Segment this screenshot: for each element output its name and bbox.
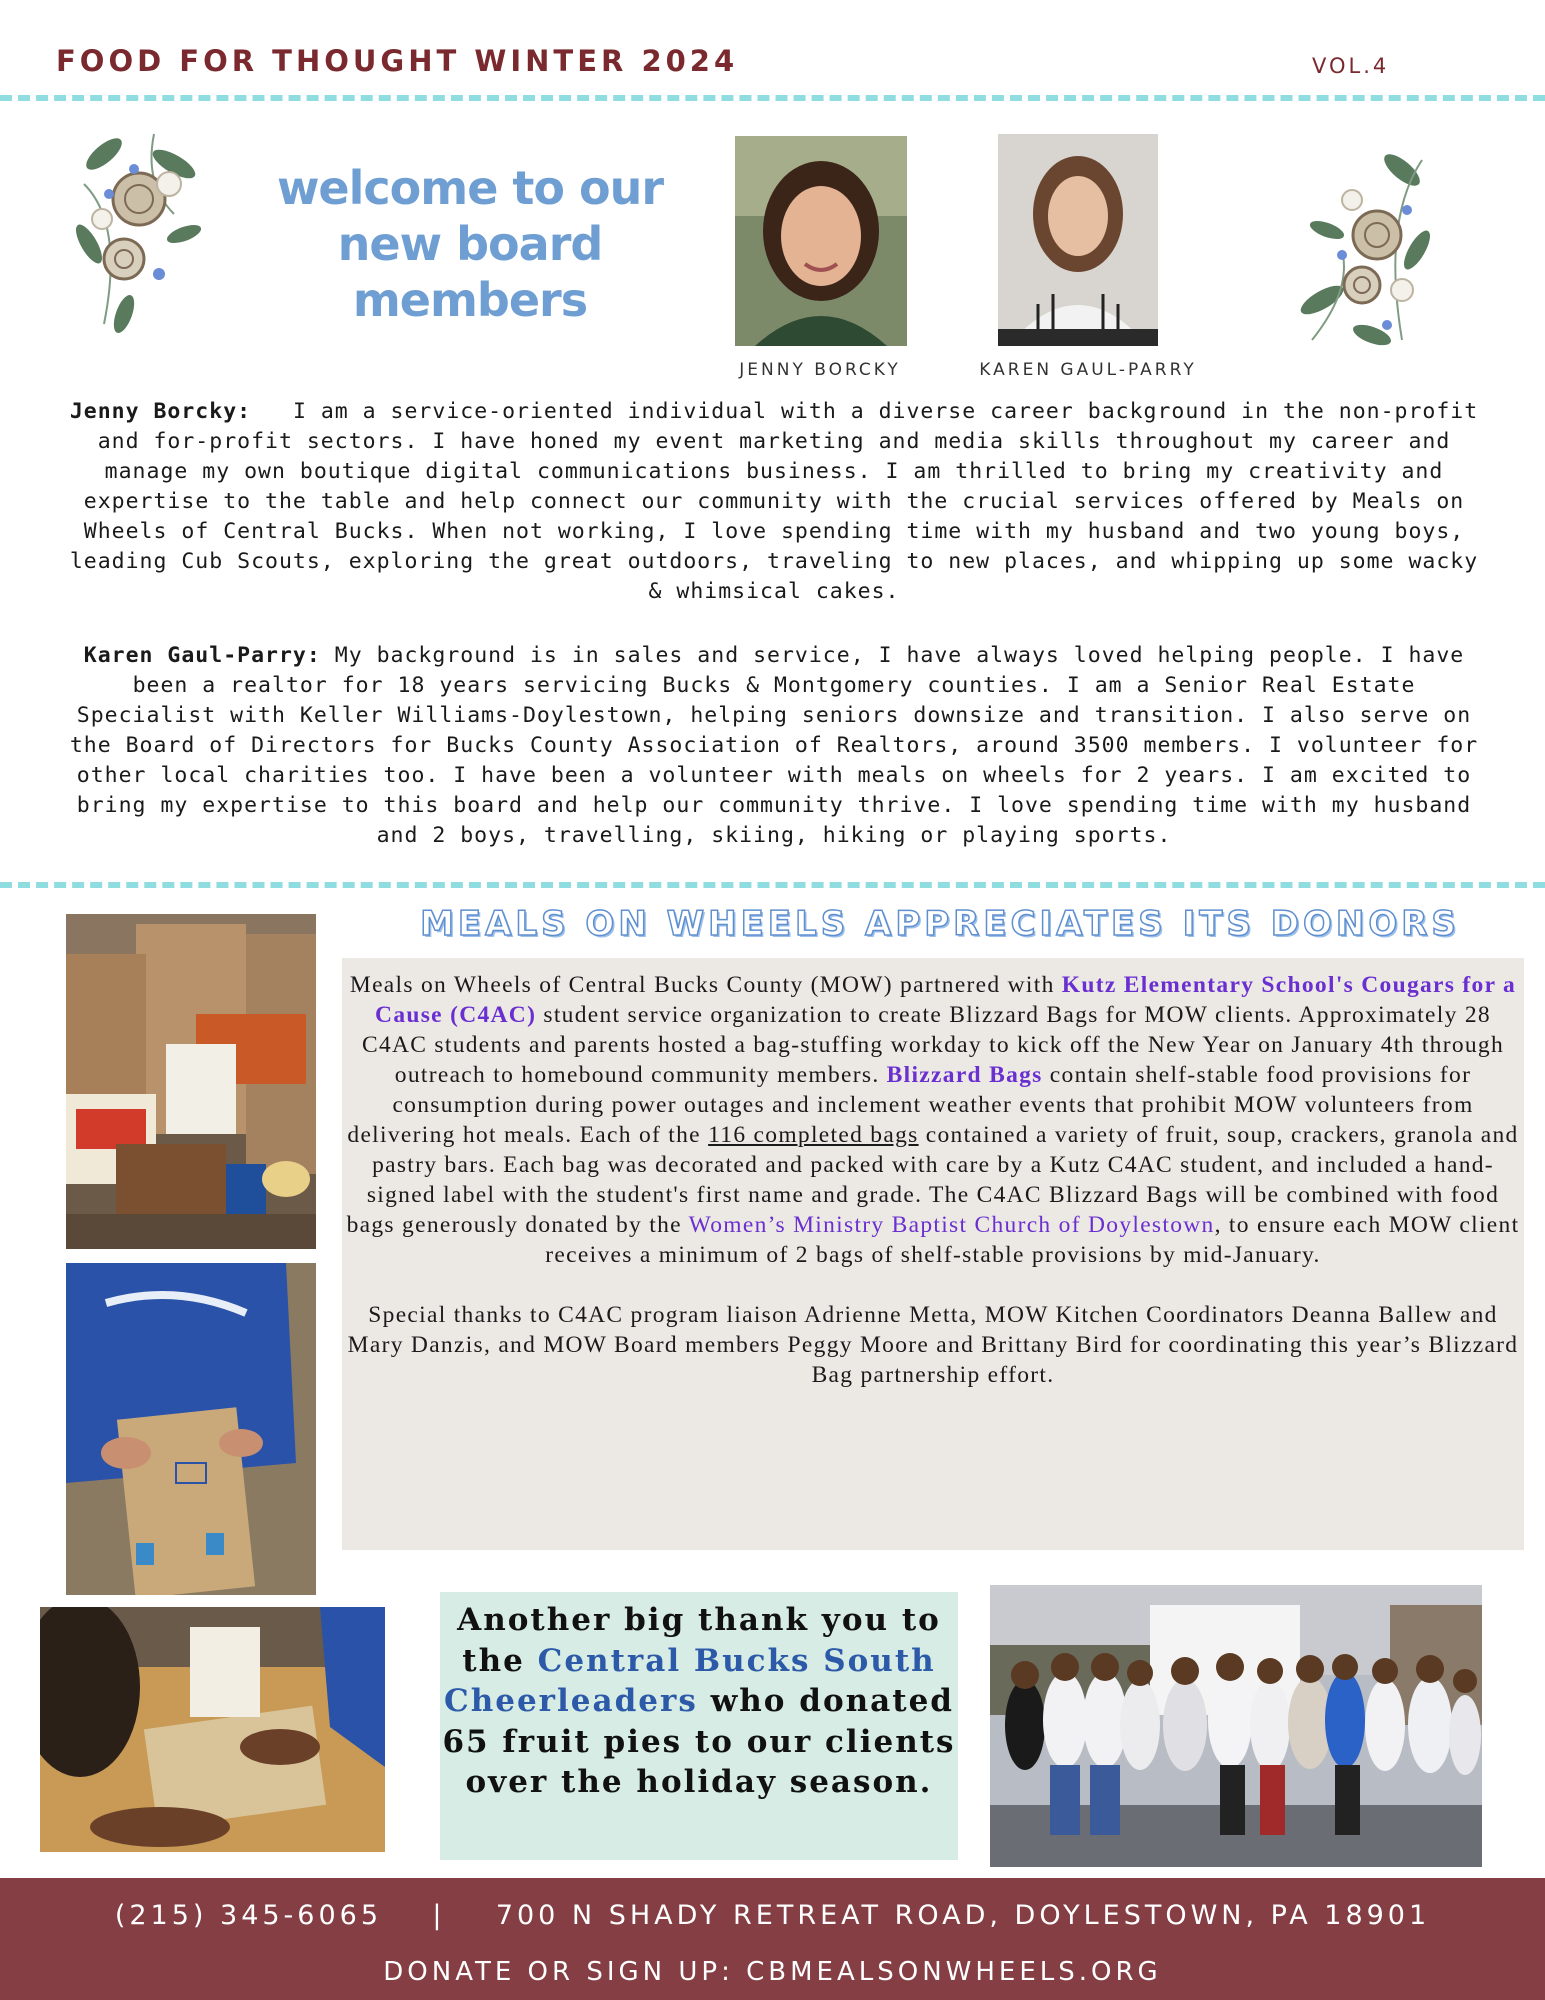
womens-ministry-link[interactable]: Women’s Ministry Baptist Church of Doylestown — [688, 1212, 1215, 1238]
welcome-heading — [270, 160, 670, 328]
jenny-borcky-photo — [735, 136, 907, 346]
footer-phone[interactable]: (215) 345-6065 — [114, 1900, 383, 1931]
jenny-borcky-caption: JENNY BORCKY — [739, 360, 901, 380]
welcome-line-1: welcome to our — [276, 161, 664, 215]
donors-paragraph-2: Special thanks to C4AC program liaison Adrienne Metta, MOW Kitchen Coordinators Deanna Ballew and Mary Danzis, and MOW Board members Peggy Moore and Brittany Bird for coordinating this year’s Blizzard Bag partnership effort. — [347, 1302, 1519, 1388]
floral-decoration-left — [64, 124, 214, 344]
footer-donate-link[interactable]: DONATE OR SIGN UP: CBMEALSONWHEELS.ORG — [383, 1957, 1162, 1987]
top-divider — [0, 95, 1545, 101]
footer-address: 700 N SHADY RETREAT ROAD, DOYLESTOWN, PA 18901 — [495, 1900, 1431, 1931]
completed-bags-count: 116 completed bags — [708, 1122, 919, 1148]
donors-text-segment: Meals on Wheels of Central Bucks County (MOW) partnered with — [349, 972, 1062, 998]
blizzard-bags-photo — [66, 914, 316, 1249]
donors-section-title: MEALS ON WHEELS APPRECIATES ITS DONORS — [420, 904, 1460, 944]
donors-text-segment: student service organization to create Blizzard Bags for MOW clients. Approximately 28 C4AC students and parents hosted a bag-stuffing workday to kick off the New Year on January 4th through outreach to homebound community members. — [361, 1002, 1505, 1088]
karen-gaul-parry-bio — [64, 641, 1484, 851]
welcome-line-3: members — [352, 273, 588, 327]
kutz-c4ac-link[interactable]: Kutz Elementary School's Cougars for a Cause (C4AC) — [375, 972, 1517, 1028]
karen-gaul-parry-bio-text: My background is in sales and service, I have always loved helping people. I have been a realtor for 18 years servicing Bucks & Montgomery counties. I am a Senior Real Estate Specialist with Keller Williams-Doylestown, helping seniors downsize and transition. I also serve on the Board of Directors for Bucks County Association of Realtors, around 3500 members. I volunteer for other local charities too. I have been a volunteer with meals on wheels for 2 years. I am excited to bring my expertise to this board and help our community thrive. I love spending time with my husband and 2 boys, travelling, skiing, hiking or playing sports. — [69, 643, 1479, 848]
karen-gaul-parry-name: Karen Gaul-Parry: — [83, 643, 321, 668]
karen-gaul-parry-photo — [998, 134, 1158, 346]
footer-contact — [0, 1900, 1545, 1931]
volume-label: VOL.4 — [1312, 54, 1390, 78]
jenny-borcky-bio — [64, 397, 1484, 607]
karen-gaul-parry-caption: KAREN GAUL-PARRY — [979, 360, 1197, 380]
middle-divider — [0, 882, 1545, 888]
thanks-text-segment: Another big thank you to the — [457, 1602, 941, 1679]
footer-separator: | — [432, 1900, 446, 1931]
blizzard-bags-link[interactable]: Blizzard Bags — [886, 1062, 1043, 1088]
jenny-borcky-name: Jenny Borcky: — [69, 399, 252, 424]
central-bucks-south-cheerleaders: Central Bucks South Cheerleaders — [444, 1642, 936, 1719]
donors-story — [346, 970, 1520, 1390]
floral-decoration-right — [1292, 140, 1442, 360]
welcome-line-2: new board — [337, 217, 603, 271]
jenny-borcky-bio-text: I am a service-oriented individual with a diverse career background in the non-profit and for-profit sectors. I have honed my event marketing and media skills throughout my career and manage my own boutique digital communications business. I am thrilled to bring my creativity and expertise to the table and help connect our community with the crucial services offered by Meals on Wheels of Central Bucks. When not working, I love spending time with my husband and two young boys, leading Cub Scouts, exploring the great outdoors, traveling to new places, and whipping up some wacky & whimsical cakes. — [69, 399, 1479, 604]
thanks-text-segment: who donated 65 fruit pies to our clients over the holiday season. — [442, 1683, 956, 1800]
students-drawing-photo — [40, 1607, 385, 1852]
student-decorating-bag-photo — [66, 1263, 316, 1595]
donors-paragraph-1 — [346, 970, 1520, 1270]
cheerleaders-group-photo — [990, 1585, 1482, 1867]
cheerleaders-thanks-text — [440, 1600, 958, 1803]
donors-text-segment: contain shelf-stable food provisions for consumption during power outages and inclement weather events that prohibit MOW volunteers from delivering hot meals. Each of the — [347, 1062, 1474, 1148]
newsletter-title: FOOD FOR THOUGHT WINTER 2024 — [56, 44, 739, 78]
donors-text-segment: , to ensure each MOW client receives a minimum of 2 bags of shelf-stable provisions by mid-January. — [545, 1212, 1520, 1268]
donors-text-segment: contained a variety of fruit, soup, crackers, granola and pastry bars. Each bag was decorated and packed with care by a Kutz C4AC student, and included a hand-signed label with the student's first name and grade. The C4AC Blizzard Bags will be combined with food bags generously donated by the — [346, 1122, 1519, 1238]
